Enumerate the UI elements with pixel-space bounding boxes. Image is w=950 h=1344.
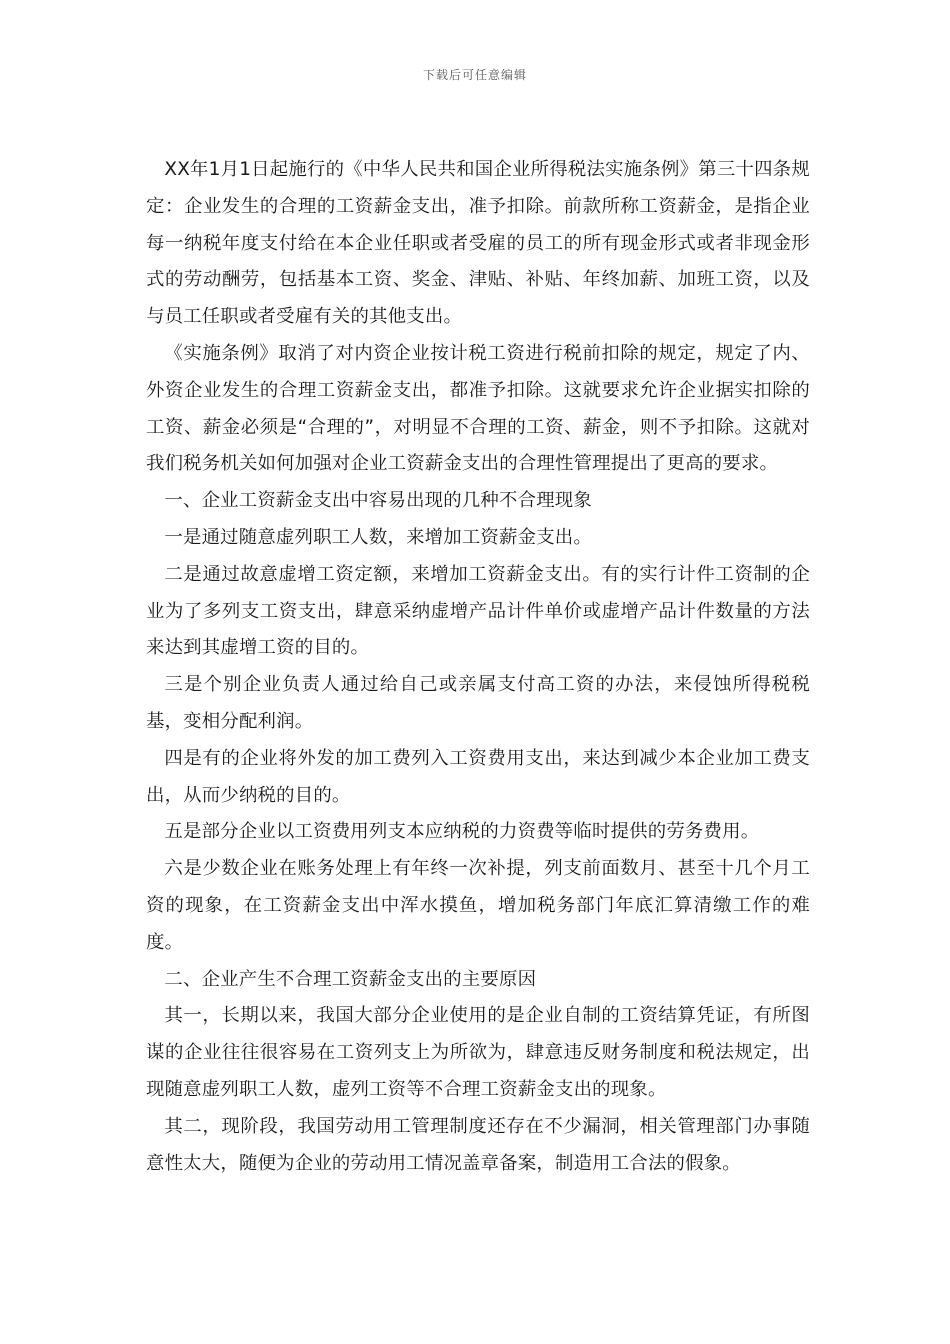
paragraph-regulation-intro: XX年1月1日起施行的《中华人民共和国企业所得税法实施条例》第三十四条规定：企业发生的合理的工资薪金支出，准予扣除。前款所称工资薪金，是指企业每一纳税年度支付给在本企业任职或者受雇的员工的所有现金形式或者非现金形式的劳动酬劳，包括基本工资、奖金、津贴、补贴、年终加薪、加班工资，以及与员工任职或者受雇有关的其他支出。: [146, 159, 810, 328]
page-header-note: 下载后可任意编辑: [422, 68, 527, 82]
list-item-cause-1: 其一，长期以来，我国大部分企业使用的是企业自制的工资结算凭证，有所图谋的企业往往很容易在工资列支上为所欲为，肆意违反财务制度和税法规定，出现随意虚列职工人数，虚列工资等不合理工资薪金支出的现象。: [146, 1005, 810, 1100]
paragraph-implementation-rules: 《实施条例》取消了对内资企业按计税工资进行税前扣除的规定，规定了内、外资企业发生的合理工资薪金支出，都准予扣除。这就要求允许企业据实扣除的工资、薪金必须是“合理的”，对明显不合理的工资、薪金，则不予扣除。这就对我们税务机关如何加强对企业工资薪金支出的合理性管理提出了更高的要求。: [146, 342, 810, 475]
list-item-phenomenon-2: 二是通过故意虚增工资定额，来增加工资薪金支出。有的实行计件工资制的企业为了多列支工资支出，肆意采纳虚增产品计件单价或虚增产品计件数量的方法来达到其虚增工资的目的。: [146, 563, 810, 659]
list-item-phenomenon-1: 一是通过随意虚列职工人数，来增加工资薪金支出。: [164, 526, 592, 548]
list-item-phenomenon-3: 三是个别企业负责人通过给自己或亲属支付高工资的办法，来侵蚀所得税税基，变相分配利润。: [146, 674, 810, 732]
list-item-phenomenon-4: 四是有的企业将外发的加工费列入工资费用支出，来达到减少本企业加工费支出，从而少纳税的目的。: [146, 747, 810, 806]
list-item-phenomenon-6: 六是少数企业在账务处理上有年终一次补提，列支前面数月、甚至十几个月工资的现象，在工资薪金支出中浑水摸鱼，增加税务部门年底汇算清缴工作的难度。: [146, 858, 810, 953]
section-heading-main-causes: 二、企业产生不合理工资薪金支出的主要原因: [164, 968, 537, 990]
list-item-cause-2: 其二，现阶段，我国劳动用工管理制度还存在不少漏洞，相关管理部门办事随意性太大，随便为企业的劳动用工情况盖章备案，制造用工合法的假象。: [146, 1115, 810, 1174]
section-heading-unreasonable-phenomena: 一、企业工资薪金支出中容易出现的几种不合理现象: [164, 490, 592, 512]
document-body: [146, 152, 810, 1182]
list-item-phenomenon-5: 五是部分企业以工资费用列支本应纳税的力资费等临时提供的劳务费用。: [164, 821, 760, 843]
